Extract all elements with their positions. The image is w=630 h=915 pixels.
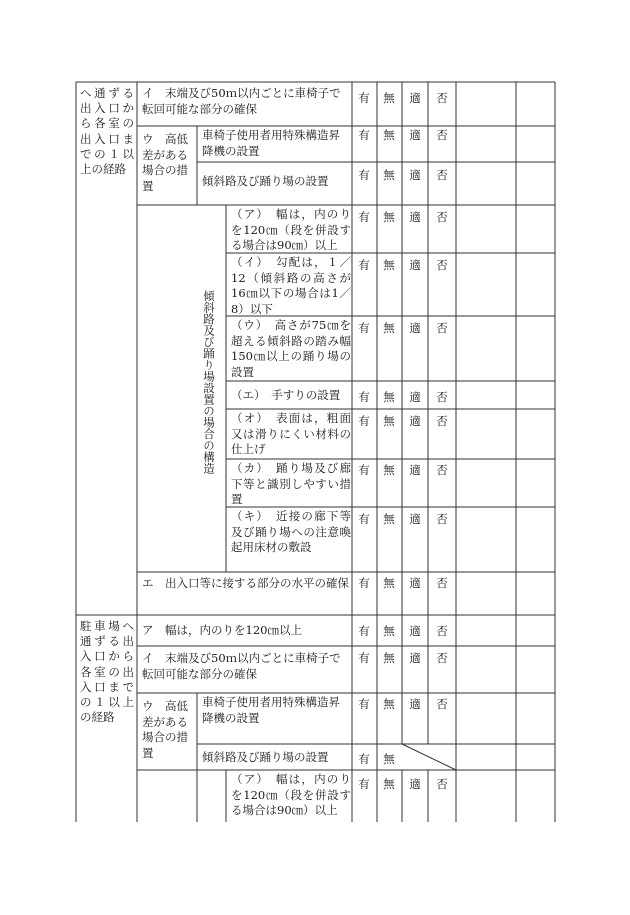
mark-no: 無 <box>383 258 395 272</box>
mark-yes: 有 <box>358 258 370 272</box>
section-2-label: 駐車場へ通ずる出入口から各室の出入口までの１以上の経路 <box>80 619 134 725</box>
row-parking-slope: 傾斜路及び踊り場の設置 <box>202 750 329 764</box>
row-parking-lift: 車椅子使用者用特殊構造昇降機の設置 <box>202 695 340 725</box>
mark-ok: 適 <box>409 210 421 224</box>
mark-ok: 適 <box>409 576 421 590</box>
slope-item-b: （イ） 勾配は，１／12（傾斜路の高さが16㎝以下の場合は1／8）以下 <box>231 255 351 316</box>
mark-ok: 適 <box>409 168 421 182</box>
row-height-diff-group: ウ 高低差がある場合の措置 <box>142 132 188 193</box>
mark-no: 無 <box>383 752 395 766</box>
mark-ok: 適 <box>409 463 421 477</box>
mark-ng: 否 <box>436 777 448 791</box>
mark-yes: 有 <box>358 414 370 428</box>
mark-yes: 有 <box>358 210 370 224</box>
mark-ok: 適 <box>409 321 421 335</box>
mark-ng: 否 <box>436 258 448 272</box>
mark-no: 無 <box>383 576 395 590</box>
mark-yes: 有 <box>358 463 370 477</box>
mark-no: 無 <box>383 777 395 791</box>
mark-yes: 有 <box>358 168 370 182</box>
mark-yes: 有 <box>358 321 370 335</box>
row-turnaround: イ 末端及び50ｍ以内ごとに車椅子で転回可能な部分の確保 <box>142 86 341 116</box>
mark-no: 無 <box>383 321 395 335</box>
mark-yes: 有 <box>358 697 370 711</box>
mark-no: 無 <box>383 128 395 142</box>
section-1-label: へ通ずる出入口から各室の出入口までの１以上の経路 <box>80 86 134 177</box>
row-parking-height-diff-group: ウ 高低差がある場合の措置 <box>142 699 188 760</box>
row-parking-width: ア 幅は，内のりを120㎝以上 <box>142 623 302 637</box>
mark-yes: 有 <box>358 651 370 665</box>
mark-ng: 否 <box>436 651 448 665</box>
mark-ok: 適 <box>409 651 421 665</box>
slope-item-d: （エ） 手すりの設置 <box>231 388 341 402</box>
mark-ng: 否 <box>436 414 448 428</box>
mark-yes: 有 <box>358 624 370 638</box>
mark-ng: 否 <box>436 624 448 638</box>
mark-ng: 否 <box>436 697 448 711</box>
mark-ok: 適 <box>409 128 421 142</box>
mark-ok: 適 <box>409 697 421 711</box>
mark-ok: 適 <box>409 624 421 638</box>
mark-no: 無 <box>383 390 395 404</box>
mark-no: 無 <box>383 210 395 224</box>
mark-yes: 有 <box>358 91 370 105</box>
slope-item-g: （キ） 近接の廊下等及び踊り場への注意喚起用床材の敷設 <box>231 509 351 554</box>
mark-yes: 有 <box>358 128 370 142</box>
mark-ok: 適 <box>409 414 421 428</box>
mark-no: 無 <box>383 463 395 477</box>
row-lift: 車椅子使用者用特殊構造昇降機の設置 <box>202 128 340 158</box>
mark-yes: 有 <box>358 777 370 791</box>
mark-ng: 否 <box>436 128 448 142</box>
mark-no: 無 <box>383 624 395 638</box>
mark-no: 無 <box>383 168 395 182</box>
mark-no: 無 <box>383 91 395 105</box>
mark-ok: 適 <box>409 390 421 404</box>
mark-no: 無 <box>383 697 395 711</box>
slope-structure-label: 傾斜路及び踊り場設置の場合の構造 <box>202 290 216 474</box>
mark-yes: 有 <box>358 752 370 766</box>
row-parking-turnaround: イ 末端及び50ｍ以内ごとに車椅子で転回可能な部分の確保 <box>142 651 341 681</box>
mark-ng: 否 <box>436 512 448 526</box>
mark-ng: 否 <box>436 321 448 335</box>
mark-ng: 否 <box>436 210 448 224</box>
mark-no: 無 <box>383 651 395 665</box>
mark-yes: 有 <box>358 512 370 526</box>
row-parking-slope-width: （ア） 幅は，内のりを120㎝（段を併設する場合は90㎝）以上 <box>231 772 351 817</box>
mark-no: 無 <box>383 414 395 428</box>
slope-item-f: （カ） 踊り場及び廊下等と識別しやすい措置 <box>231 461 351 506</box>
slope-item-c: （ウ） 高さが75㎝を超える傾斜路の踏み幅150㎝以上の踊り場の設置 <box>231 318 351 379</box>
slope-item-e: （オ） 表面は，粗面又は滑りにくい材料の仕上げ <box>231 411 351 456</box>
mark-ok: 適 <box>409 258 421 272</box>
mark-ng: 否 <box>436 576 448 590</box>
mark-ng: 否 <box>436 463 448 477</box>
row-level-entrance: エ 出入口等に接する部分の水平の確保 <box>142 576 349 590</box>
mark-yes: 有 <box>358 576 370 590</box>
mark-ng: 否 <box>436 168 448 182</box>
mark-ok: 適 <box>409 777 421 791</box>
mark-ng: 否 <box>436 390 448 404</box>
mark-no: 無 <box>383 512 395 526</box>
mark-ok: 適 <box>409 91 421 105</box>
mark-yes: 有 <box>358 390 370 404</box>
mark-ok: 適 <box>409 512 421 526</box>
slope-item-a: （ア） 幅は，内のりを120㎝（段を併設する場合は90㎝）以上 <box>231 207 351 252</box>
row-slope-install: 傾斜路及び踊り場の設置 <box>202 174 329 188</box>
mark-ng: 否 <box>436 91 448 105</box>
